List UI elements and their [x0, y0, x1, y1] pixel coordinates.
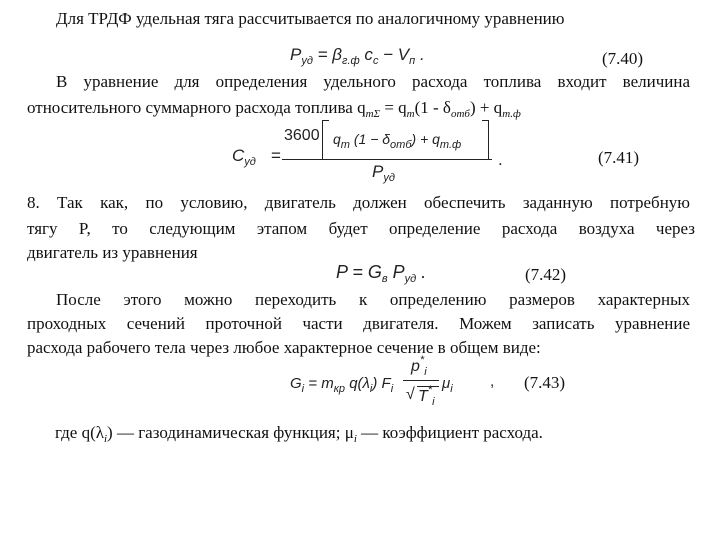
- paragraph-line: где $q(\lambda_i)$ — газодинамическая функция; $\mu_i$ — коэффициент расхода.: [55, 423, 543, 445]
- paragraph-line: двигатель из уравнения: [27, 243, 198, 262]
- paragraph-line: В уравнение для определения удельного расхода топлива входит величина: [56, 72, 690, 91]
- paragraph-line: После этого можно переходить к определению размеров характерных: [56, 290, 690, 309]
- equation-number-7-43: (7.43): [524, 373, 566, 392]
- equation-number-7-40: (7.40): [602, 49, 644, 68]
- paragraph-line: проходных сечений проточной части двигателя. Можем записать уравнение: [27, 314, 690, 333]
- paragraph-line: Для ТРДФ удельная тяга рассчитывается по аналогичному уравнению: [56, 9, 565, 28]
- equation-number-7-41: (7.41): [598, 148, 640, 167]
- formula-7-42: $P = G_в$ $P_{уд}$ .: [336, 262, 427, 285]
- formula-7-40: $P_{уд} = \beta_{г.ф}$ $c_с - V_п$ .: [290, 45, 425, 67]
- paragraph-line: расхода рабочего тела через любое характерное сечение в общем виде:: [27, 338, 541, 357]
- paragraph-line: тягу P, то следующим этапом будет определение расхода воздуха через: [27, 219, 695, 238]
- document-page: Для ТРДФ удельная тяга рассчитывается по аналогичному уравнению $P_{уд} = \beta_{г.ф}$ $c_с - V_п$ . (7.40) В уравнение для определения удельного расхода топлива входит величина относительного суммарного расхода топлива $q_{т\Sigma} = q_т(1 - \delta_{отб}) + q_{т.ф}$ $C_{уд}$ = 3600 $q_т$ $(1 - \delta_{отб}) + q_{т.ф}$ $P_{уд}$ . (7.41) 8. Так как, по условию, двигатель должен обеспечить заданную потребную тягу P, то следующим этапом будет определение расхода воздуха через двигатель из уравнения $P = G_в$ $P_{уд}$ . (7.42) После этого можно переходить к определению размеров характерных проходных сечений проточной части двигателя. Можем записать уравнение расхода рабочего тела через любое характерное сечение в общем виде: $G_i = m_{кр}$ $q(\lambda_i)$ $F_i$ $p^*_i$ √ $T^*_i$ $\mu_i$ , (7.43) где $q(\lambda_i)$ — газодинамическая функция; $\mu_i$ — коэффициент расхода.: [27, 9, 695, 445]
- equation-number-7-42: (7.42): [525, 265, 567, 284]
- paragraph-line: относительного суммарного расхода топлива $q_{т\Sigma} = q_т(1 - \delta_{отб}) + q_{т.ф}$: [27, 98, 521, 120]
- paragraph-line: 8. Так как, по условию, двигатель должен обеспечить заданную потребную: [27, 193, 690, 212]
